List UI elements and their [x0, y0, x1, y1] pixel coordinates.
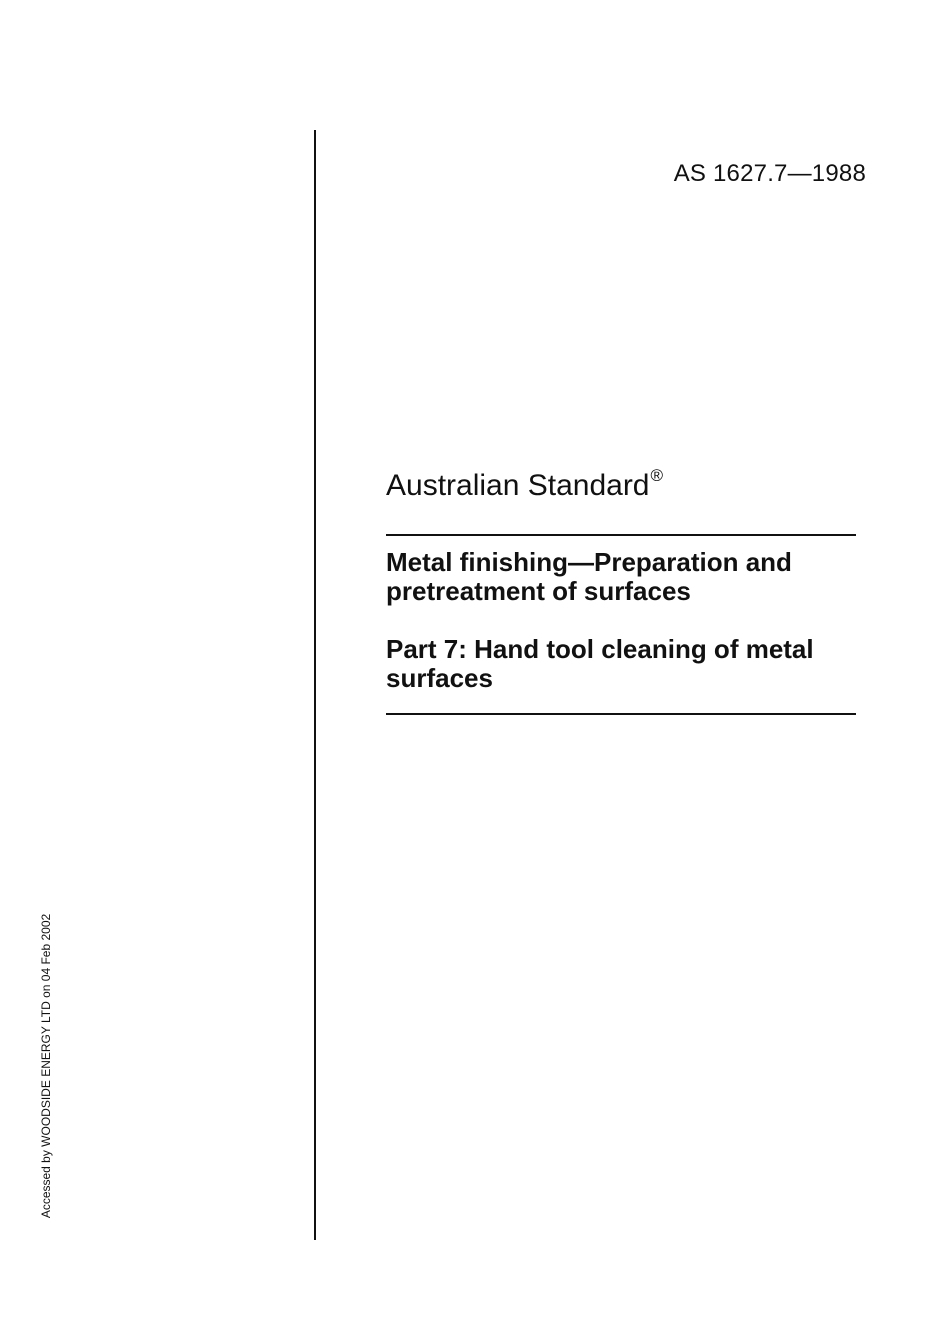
part-title: Part 7: Hand tool cleaning of metal surfaces: [386, 634, 814, 693]
document-title: Metal finishing—Preparation and pretreatment of surfaces: [386, 547, 792, 606]
document-number: AS 1627.7—1988: [673, 160, 866, 187]
vertical-rule: [314, 130, 316, 1240]
registered-mark: ®: [650, 466, 664, 485]
series-title: [386, 466, 663, 503]
series-title-text: Australian Standard: [386, 469, 650, 502]
access-note: Accessed by WOODSIDE ENERGY LTD on 04 Feb 2002: [39, 913, 53, 1219]
title-rule-bottom: [386, 713, 856, 715]
title-rule-top: [386, 534, 856, 536]
